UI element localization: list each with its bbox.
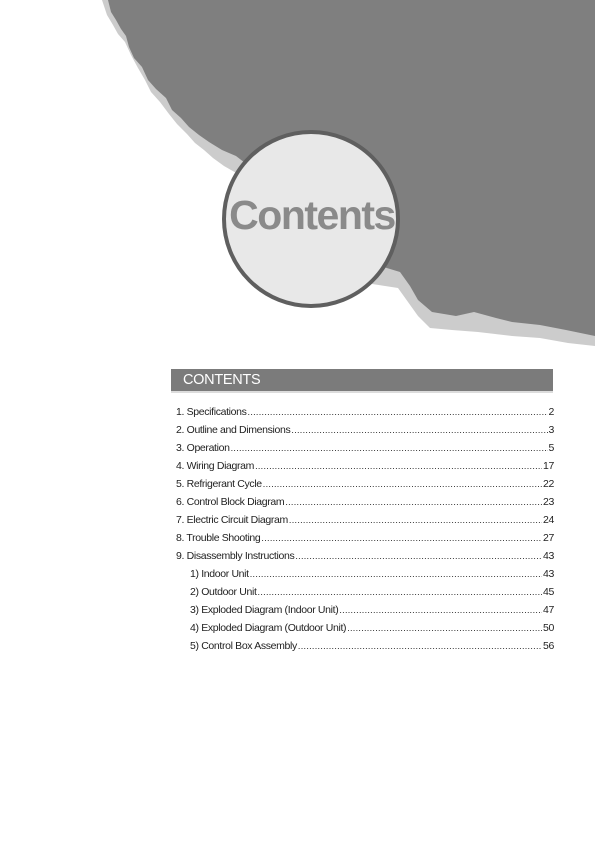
toc-subentry[interactable] (176, 604, 554, 622)
toc-page-number: 5 (548, 442, 554, 454)
toc-leader-dots (255, 461, 542, 471)
table-of-contents (176, 406, 554, 658)
toc-page-number: 24 (543, 514, 554, 526)
toc-entry[interactable] (176, 442, 554, 460)
toc-entry-label: 5) Control Box Assembly (190, 640, 297, 652)
toc-page-number: 3 (548, 424, 554, 436)
toc-entry[interactable] (176, 406, 554, 424)
section-heading: CONTENTS (183, 372, 261, 388)
toc-leader-dots (291, 425, 547, 435)
toc-page-number: 43 (543, 568, 554, 580)
toc-leader-dots (339, 605, 542, 615)
toc-entry[interactable] (176, 460, 554, 478)
toc-entry-label: 7. Electric Circuit Diagram (176, 514, 288, 526)
toc-leader-dots (231, 443, 548, 453)
toc-leader-dots (285, 497, 542, 507)
toc-leader-dots (263, 479, 542, 489)
toc-entry-label: 8. Trouble Shooting (176, 532, 261, 544)
toc-entry-label: 5. Refrigerant Cycle (176, 478, 262, 490)
toc-page-number: 47 (543, 604, 554, 616)
toc-entry-label: 3. Operation (176, 442, 230, 454)
toc-entry[interactable] (176, 496, 554, 514)
torn-paper-graphic (0, 0, 595, 360)
toc-page-number: 23 (543, 496, 554, 508)
toc-leader-dots (261, 533, 542, 543)
toc-entry[interactable] (176, 550, 554, 568)
toc-entry[interactable] (176, 532, 554, 550)
toc-entry-label: 2. Outline and Dimensions (176, 424, 291, 436)
toc-entry-label: 1) Indoor Unit (190, 568, 249, 580)
toc-entry-label: 4) Exploded Diagram (Outdoor Unit) (190, 622, 347, 634)
page-title: Contents (229, 192, 395, 238)
toc-subentry[interactable] (176, 586, 554, 604)
toc-subentry[interactable] (176, 640, 554, 658)
toc-page-number: 50 (543, 622, 554, 634)
toc-leader-dots (258, 587, 542, 597)
toc-page-number: 22 (543, 478, 554, 490)
section-heading-bar (171, 369, 553, 393)
toc-leader-dots (289, 515, 542, 525)
toc-leader-dots (347, 623, 542, 633)
toc-entry[interactable] (176, 478, 554, 496)
toc-entry[interactable] (176, 514, 554, 532)
toc-page-number: 56 (543, 640, 554, 652)
toc-subentry[interactable] (176, 622, 554, 640)
toc-entry-label: 4. Wiring Diagram (176, 460, 255, 472)
toc-entry-label: 3) Exploded Diagram (Indoor Unit) (190, 604, 339, 616)
toc-page-number: 45 (543, 586, 554, 598)
toc-leader-dots (298, 641, 542, 651)
toc-page-number: 2 (548, 406, 554, 418)
toc-leader-dots (250, 569, 542, 579)
toc-page-number: 17 (543, 460, 554, 472)
toc-page-number: 27 (543, 532, 554, 544)
toc-page-number: 43 (543, 550, 554, 562)
toc-entry-label: 9. Disassembly Instructions (176, 550, 295, 562)
toc-entry[interactable] (176, 424, 554, 442)
header-graphic (0, 0, 595, 360)
toc-leader-dots (295, 551, 542, 561)
toc-entry-label: 2) Outdoor Unit (190, 586, 257, 598)
toc-entry-label: 6. Control Block Diagram (176, 496, 285, 508)
toc-leader-dots (248, 407, 548, 417)
toc-entry-label: 1. Specifications (176, 406, 247, 418)
toc-subentry[interactable] (176, 568, 554, 586)
